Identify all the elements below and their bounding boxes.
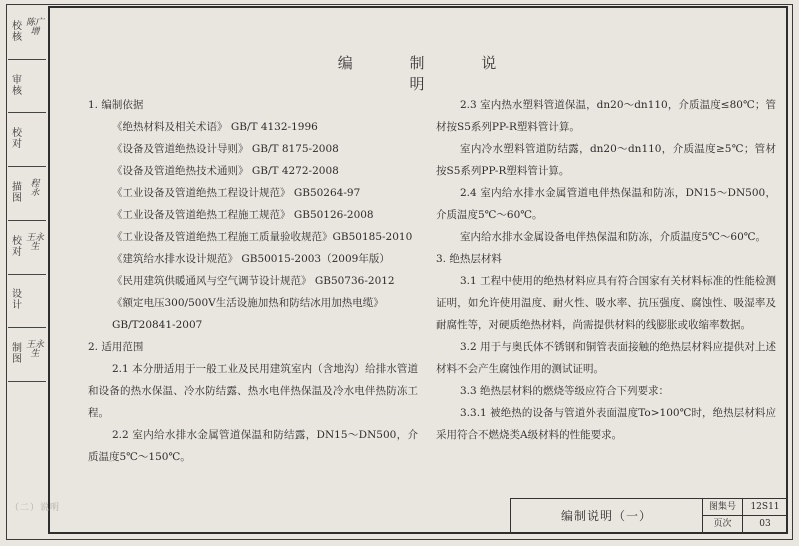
signoff-row — [8, 221, 46, 275]
signoff-row — [8, 60, 46, 114]
signoff-row — [8, 167, 46, 221]
reference-item: 《设备及管道绝热设计导则》 GB/T 8175-2008 — [112, 143, 339, 155]
signoff-role: 制图 — [12, 343, 22, 366]
signoff-signature: 程 永 — [30, 178, 40, 198]
paragraph: 2.1 本分册适用于一般工业及民用建筑室内（含地沟）给排水管道和设备的热水保温、冷水防结露、热水电伴热保温及冷水电伴热防冻工程。 — [88, 363, 418, 419]
page-title: 编 制 说 明 — [337, 54, 523, 93]
atlas-label: 图集号 — [703, 499, 743, 516]
paragraph: 3.1 工程中使用的绝热材料应具有符合国家有关材料标准的性能检测证明，如允许使用温度、耐火性、吸水率、抗压强度、腐蚀性、吸湿率及耐腐性等，对硬质绝热材料，尚需提供材料的线膨胀或收缩率数据。 — [436, 275, 776, 331]
signoff-row — [8, 6, 46, 60]
signoff-role: 设计 — [12, 289, 22, 312]
right-column — [436, 94, 776, 446]
paragraph: 2.2 室内给水排水金属管道保温和防结露，DN15～DN500，介质温度5℃～150℃。 — [88, 429, 418, 463]
section-heading: 2. 适用范围 — [88, 341, 144, 353]
reference-item: GB/T20841-2007 — [112, 319, 203, 331]
faded-back-text: （二）说明 — [10, 503, 61, 513]
signoff-row — [8, 275, 46, 329]
reference-item: 《工业设备及管道绝热工程施工规范》 GB50126-2008 — [112, 209, 374, 221]
paragraph: 3.2 用于与奥氏体不锈钢和铜管表面接触的绝热层材料应提供对上述材料不会产生腐蚀作用的测试证明。 — [436, 341, 776, 375]
signoff-signature: 陈广增 — [26, 17, 45, 37]
signoff-strip — [8, 6, 46, 382]
signoff-role: 校对 — [12, 235, 22, 258]
reference-item: 《额定电压300/500V生活设施加热和防结冰用加热电缆》 — [112, 297, 384, 309]
paragraph: 室内冷水塑料管道防结露，dn20～dn110，介质温度≥5℃；管材按S5系列PP-R塑料管计算。 — [436, 143, 776, 177]
signoff-signature: 王永生 — [26, 340, 45, 360]
signoff-row — [8, 113, 46, 167]
signoff-signature: 王永生 — [26, 232, 45, 252]
paragraph: 3.3.1 被绝热的设备与管道外表面温度To>100℃时，绝热层材料应采用符合不燃烧类A级材料的性能要求。 — [436, 407, 776, 441]
page-value: 03 — [759, 519, 771, 529]
section-heading: 1. 编制依据 — [88, 99, 144, 111]
reference-item: 《建筑给水排水设计规范》 GB50015-2003（2009年版） — [112, 253, 390, 265]
signoff-role: 描图 — [12, 181, 22, 204]
signoff-row — [8, 328, 46, 382]
reference-item: 《民用建筑供暖通风与空气调节设计规范》 GB50736-2012 — [112, 275, 395, 287]
signoff-role: 校核 — [12, 20, 22, 43]
paragraph: 2.4 室内给水排水金属管道电伴热保温和防冻，DN15～DN500，介质温度5℃～60℃。 — [436, 187, 776, 221]
page-label: 页次 — [703, 516, 743, 533]
paragraph: 2.3 室内热水塑料管道保温，dn20～dn110，介质温度≤80℃；管材按S5系列PP-R塑料管计算。 — [436, 99, 776, 133]
title-block-title: 编制说明（一） — [511, 499, 703, 533]
reference-item: 《设备及管道绝热技术通则》 GB/T 4272-2008 — [112, 165, 339, 177]
reference-item: 《工业设备及管道绝热工程施工质量验收规范》GB50185-2010 — [112, 231, 413, 243]
reference-item: 《工业设备及管道绝热工程设计规范》 GB50264-97 — [112, 187, 361, 199]
title-block — [510, 498, 788, 534]
section-heading: 3. 绝热层材料 — [436, 253, 502, 265]
left-column — [88, 94, 418, 468]
paragraph: 室内给水排水金属设备电伴热保温和防冻，介质温度5℃～60℃。 — [460, 231, 767, 243]
signoff-role: 校对 — [12, 128, 22, 151]
signoff-role: 审核 — [12, 74, 22, 97]
paragraph: 3.3 绝热层材料的燃烧等级应符合下列要求： — [460, 385, 670, 397]
reference-item: 《绝热材料及相关术语》 GB/T 4132-1996 — [112, 121, 318, 133]
atlas-value: 12S11 — [743, 499, 787, 516]
